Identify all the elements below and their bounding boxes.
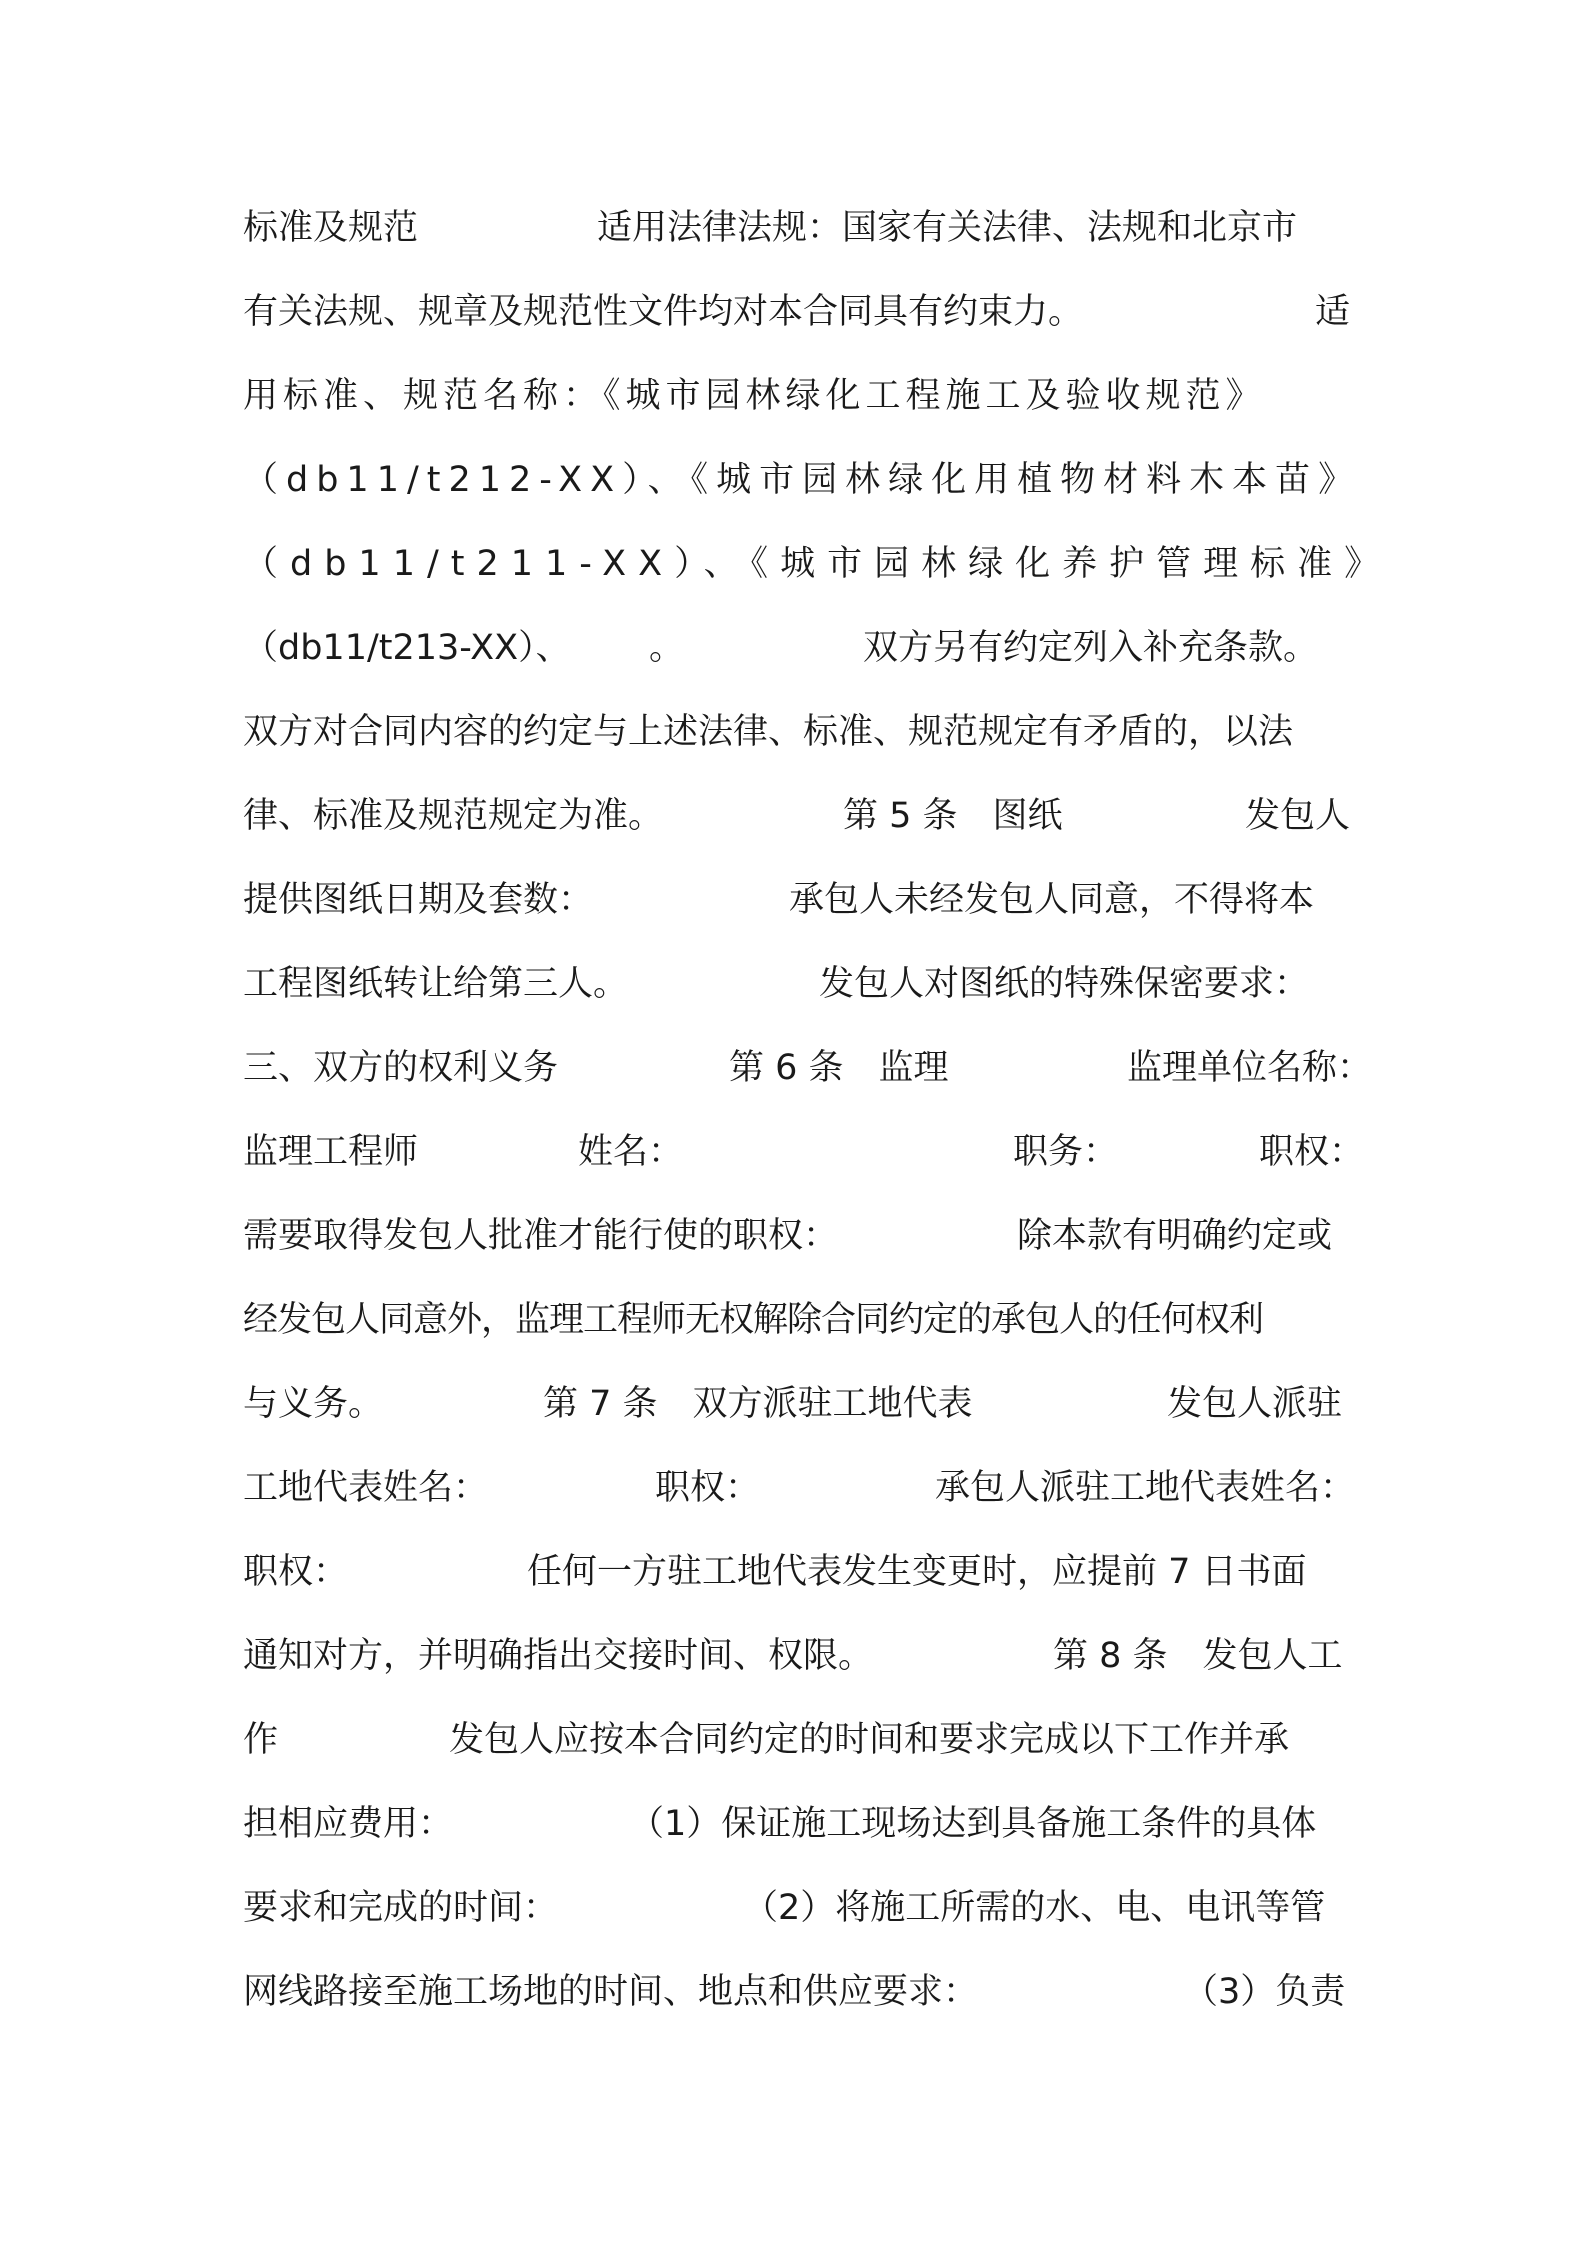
- text-segment: 三、双方的权利义务: [243, 1048, 559, 1088]
- text-segment: （db11/t212-XX）、《城市园林绿化用植物材料木本苗》: [243, 460, 1362, 500]
- text-segment: 双方另有约定列入补充条款。: [863, 628, 1319, 668]
- text-segment: 用标准、规范名称：《城市园林绿化工程施工及验收规范》: [243, 376, 1266, 416]
- text-segment: （db11/t213-XX）、: [243, 628, 571, 668]
- text-line: [243, 1710, 1363, 1770]
- text-segment: 与义务。: [243, 1384, 384, 1424]
- text-segment: 律、标准及规范规定为准。: [243, 796, 664, 836]
- text-segment: 职权：: [243, 1552, 349, 1592]
- text-segment: 经发包人同意外，监理工程师无权解除合同约定的承包人的任何权利: [243, 1300, 1264, 1340]
- text-line: [243, 870, 1363, 930]
- text-segment: （1）保证施工现场达到具备施工条件的具体: [629, 1804, 1317, 1844]
- text-segment: 标准及规范: [243, 208, 419, 248]
- text-segment: 网线路接至施工场地的时间、地点和供应要求：: [243, 1972, 979, 2012]
- text-segment: 工程图纸转让给第三人。: [243, 964, 629, 1004]
- text-line: [243, 954, 1363, 1014]
- text-segment: 作: [243, 1720, 279, 1760]
- text-segment: 发包人派驻: [1167, 1384, 1343, 1424]
- text-segment: 第 6 条 监理: [729, 1048, 949, 1088]
- text-line: [243, 534, 1392, 594]
- text-segment: 需要取得发包人批准才能行使的职权：: [243, 1216, 839, 1256]
- text-line: [243, 198, 1363, 258]
- text-segment: 监理单位名称：: [1127, 1048, 1373, 1088]
- text-line: [243, 1542, 1363, 1602]
- text-line: [243, 1794, 1363, 1854]
- text-segment: 任何一方驻工地代表发生变更时，应提前 7 日书面: [527, 1552, 1307, 1592]
- text-line: [243, 366, 1363, 426]
- text-segment: （3）负责: [1183, 1972, 1346, 2012]
- text-line: [243, 1038, 1373, 1098]
- text-segment: 承包人派驻工地代表姓名：: [935, 1468, 1356, 1508]
- text-segment: 双方对合同内容的约定与上述法律、标准、规范规定有矛盾的，以法: [243, 712, 1294, 752]
- text-segment: 提供图纸日期及套数：: [243, 880, 594, 920]
- text-line: [243, 1122, 1363, 1182]
- text-segment: 适: [1315, 292, 1351, 332]
- text-line: [243, 282, 1363, 342]
- text-line: [243, 702, 1363, 762]
- text-segment: 担相应费用：: [243, 1804, 454, 1844]
- text-segment: 发包人对图纸的特殊保密要求：: [819, 964, 1310, 1004]
- text-line: [243, 618, 1363, 678]
- text-segment: （db11/t211-XX）、《城市园林绿化养护管理标准》: [243, 544, 1392, 584]
- text-line: [243, 786, 1363, 846]
- text-segment: 要求和完成的时间：: [243, 1888, 559, 1928]
- text-segment: 职权：: [1259, 1132, 1365, 1172]
- text-segment: 工地代表姓名：: [243, 1468, 489, 1508]
- text-segment: 承包人未经发包人同意，不得将本: [789, 880, 1315, 920]
- text-segment: 职权：: [655, 1468, 761, 1508]
- text-segment: 第 8 条 发包人工: [1053, 1636, 1343, 1676]
- text-segment: 除本款有明确约定或: [1017, 1216, 1333, 1256]
- text-line: [243, 1374, 1363, 1434]
- text-line: [243, 450, 1363, 510]
- text-segment: （2）将施工所需的水、电、电讯等管: [743, 1888, 1326, 1928]
- text-line: [243, 1962, 1363, 2022]
- text-segment: 监理工程师: [243, 1132, 419, 1172]
- text-segment: 发包人: [1245, 796, 1351, 836]
- text-line: [243, 1458, 1363, 1518]
- text-segment: 姓名：: [578, 1132, 684, 1172]
- text-line: [243, 1290, 1363, 1350]
- text-line: [243, 1878, 1363, 1938]
- text-segment: 有关法规、规章及规范性文件均对本合同具有约束力。: [243, 292, 1084, 332]
- text-segment: 第 7 条 双方派驻工地代表: [543, 1384, 973, 1424]
- text-segment: 发包人应按本合同约定的时间和要求完成以下工作并承: [449, 1720, 1290, 1760]
- text-segment: 第 5 条 图纸: [843, 796, 1063, 836]
- text-segment: 职务：: [1013, 1132, 1119, 1172]
- text-line: [243, 1626, 1363, 1686]
- text-segment: 。: [649, 628, 685, 668]
- text-segment: 通知对方，并明确指出交接时间、权限。: [243, 1636, 874, 1676]
- text-segment: 适用法律法规：国家有关法律、法规和北京市: [597, 208, 1298, 248]
- text-line: [243, 1206, 1363, 1266]
